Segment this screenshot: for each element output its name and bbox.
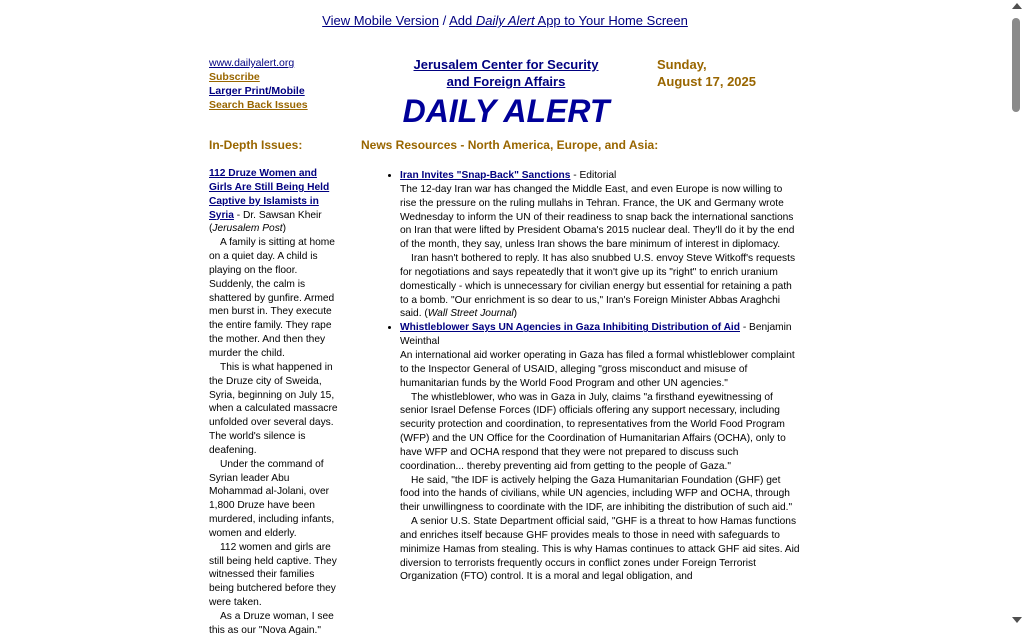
view-mobile-version-link[interactable]: View Mobile Version — [322, 13, 439, 28]
left-links — [209, 56, 308, 112]
org-header — [380, 56, 632, 90]
news-source-close: ) — [513, 308, 518, 320]
news-headline-link[interactable]: Whistleblower Says UN Agencies in Gaza Inhibiting Distribution of Aid — [400, 322, 740, 334]
news-byline: - Benjamin Weinthal — [400, 322, 792, 348]
news-paragraph: A senior U.S. State Department official said, "GHF is a threat to how Hamas functions and enriches itself because GHF provides meals to those in need with safeguards to minimize Hamas from stealing. This is why Hamas continues to attack GHF aid sites. Aid diversion to terrorists frequently occurs in conflict zones under Foreign Terrorist Organization (FTO) control. It is a moral and legal obligation, and — [400, 516, 800, 583]
in-depth-source-close: ) — [282, 223, 287, 235]
add-app-prefix: Add — [449, 13, 476, 28]
larger-print-link[interactable]: Larger Print/Mobile — [209, 85, 305, 97]
date-weekday: Sunday, — [657, 57, 707, 72]
news-column — [361, 169, 801, 584]
site-url-link[interactable]: www.dailyalert.org — [209, 57, 295, 69]
org-name-line2-link[interactable]: and Foreign Affairs — [446, 74, 566, 89]
news-list — [361, 169, 801, 584]
news-item — [400, 169, 801, 321]
org-name-line1-link[interactable]: Jerusalem Center for Security — [413, 57, 599, 72]
in-depth-title: In-Depth Issues: — [209, 138, 303, 152]
add-app-suffix: App to Your Home Screen — [534, 13, 688, 28]
news-headline-link[interactable]: Iran Invites "Snap-Back" Sanctions — [400, 170, 571, 181]
add-app-name: Daily Alert — [475, 13, 535, 28]
in-depth-byline: - Dr. Sawsan Kheir ( — [209, 209, 322, 235]
issue-date — [657, 56, 756, 90]
news-item — [400, 321, 801, 584]
top-links-bar — [0, 13, 1010, 28]
in-depth-paragraph: This is what happened in the Druze city of Sweida, Syria, beginning on July 15, when a calculated massacre unfolded over several days. The world's silence is deafening. — [209, 361, 338, 456]
in-depth-headline-link[interactable]: 112 Druze Women and Girls Are Still Being Held Captive by Islamists in Syria — [209, 168, 330, 221]
top-links-separator: / — [438, 13, 450, 28]
news-byline: - Editorial — [570, 170, 617, 181]
masthead-title: DAILY ALERT — [402, 93, 610, 129]
vertical-scrollbar[interactable] — [1009, 0, 1024, 629]
in-depth-source: Jerusalem Post — [212, 223, 283, 235]
in-depth-paragraph: 112 women and girls are still being held captive. They witnessed their families being butchered before they were taken. — [209, 541, 337, 609]
news-resources-title: News Resources - North America, Europe, and Asia: — [361, 138, 659, 152]
news-source: Wall Street Journal — [427, 308, 514, 320]
news-paragraph-text: Iran hasn't bothered to reply. It has also snubbed U.S. envoy Steve Witkoff's requests for negotiations and says repeatedly that it won't give up its "right" to enrich uranium domestically - which is unnecessary for civilian energy but essential for retaining a path to a bomb. "Our enrichment is so dear to us," Iran's Foreign Minister Abbas Araghchi said. ( — [400, 253, 796, 320]
in-depth-paragraph: A family is sitting at home on a quiet day. A child is playing on the floor. Suddenly, the calm is shattered by gunfire. Armed men burst in. They execute the entire family. They rape the mother. And then they murder the child. — [209, 237, 335, 359]
news-paragraph: He said, "the IDF is actively helping the Gaza Humanitarian Foundation (GHF) get food into the hands of civilians, while UN agencies, including WFP and OCHA, through their unwillingness to coordinate with the IDF, are inhibiting the distribution of such aid." — [400, 474, 793, 514]
news-paragraph: The whistleblower, who was in Gaza in July, claims "a firsthand eyewitnessing of senior Israel Defense Forces (IDF) officials offering any support necessary, including security protection and coordination, to representatives from the World Food Program (WFP) and the UN Office for the Coordination of Humanitarian Affairs (OCHA), only to have WFP and OCHA respond that they were not prepared to discuss such coordination... thereby preventing aid from getting to the people of Gaza." — [400, 391, 786, 472]
in-depth-paragraph: As a Druze woman, I see this as our "Nova Again." — [209, 611, 334, 636]
in-depth-paragraph: Under the command of Syrian leader Abu Mohammad al-Jolani, over 1,800 Druze have been murdered, including infants, women and elderly. — [209, 458, 335, 539]
date-full: August 17, 2025 — [657, 74, 756, 89]
add-app-link[interactable] — [449, 13, 688, 28]
news-paragraph: An international aid worker operating in Gaza has filed a formal whistleblower complaint to the Inspector General of USAID, alleging "gross misconduct and misuse of humanitarian funds by the World Food Program and other UN agencies." — [400, 349, 795, 389]
scrollbar-thumb[interactable] — [1012, 18, 1020, 112]
scroll-up-arrow-icon[interactable] — [1012, 3, 1022, 9]
scroll-down-arrow-icon[interactable] — [1012, 617, 1022, 623]
news-paragraph — [400, 252, 801, 321]
in-depth-article — [209, 167, 342, 236]
news-paragraph: The 12-day Iran war has changed the Middle East, and even Europe is now willing to rise the pressure on the ruling mullahs in Tehran. France, the UK and Germany wrote Wednesday to inform the UN of their readiness to snap back the international sanctions on Iran that were lifted by President Obama's 2015 nuclear deal. They'll do it by the end of the month, they say, unless Iran shows the bare minimum of interest in diplomacy. — [400, 183, 795, 251]
in-depth-column — [209, 167, 342, 638]
search-back-issues-link[interactable]: Search Back Issues — [209, 99, 308, 111]
subscribe-link[interactable]: Subscribe — [209, 71, 260, 83]
